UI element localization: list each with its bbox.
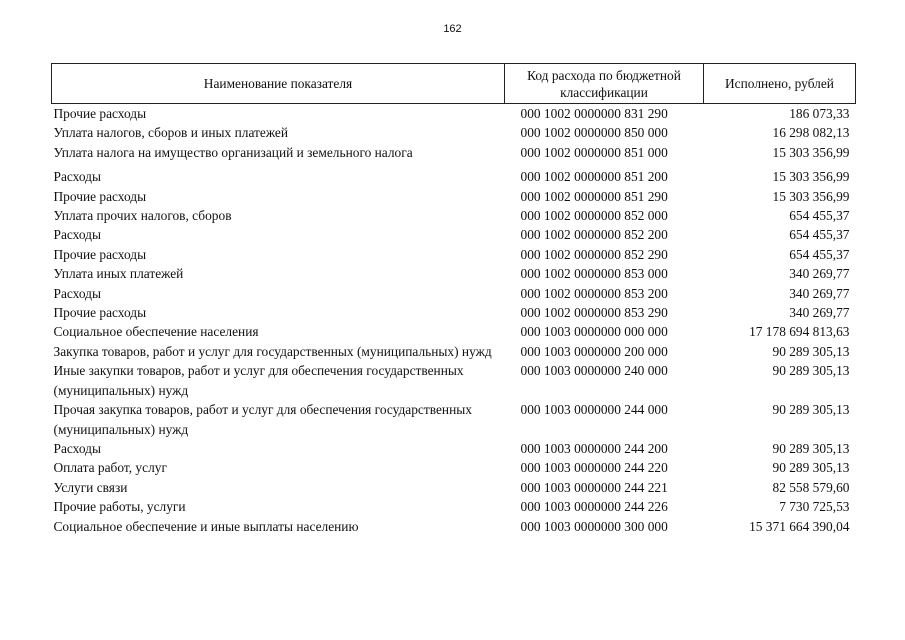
row-name: Иные закупки товаров, работ и услуг для обеспечения государственных (муниципальных) нужд <box>53 363 464 398</box>
row-amount: 654 455,37 <box>789 208 850 224</box>
header-indicator-name: Наименование показателя <box>52 64 505 104</box>
row-code: 000 1002 0000000 850 000 <box>520 125 668 141</box>
row-name: Расходы <box>53 227 101 243</box>
header-budget-code: Код расхода по бюджетной классификации <box>505 64 704 104</box>
row-name: Уплата налога на имущество организаций и земельного налога <box>53 144 413 160</box>
table-row <box>52 206 856 225</box>
row-amount: 90 289 305,13 <box>772 343 850 359</box>
row-amount: 340 269,77 <box>789 285 850 301</box>
table-row <box>52 322 856 341</box>
row-code: 000 1002 0000000 851 000 <box>520 144 668 160</box>
row-code: 000 1003 0000000 244 200 <box>520 440 668 456</box>
row-amount: 90 289 305,13 <box>772 460 850 476</box>
row-code: 000 1003 0000000 000 000 <box>520 324 668 340</box>
table-row <box>52 162 856 186</box>
row-amount: 15 303 356,99 <box>772 169 850 185</box>
row-amount: 90 289 305,13 <box>772 402 850 418</box>
row-code: 000 1003 0000000 244 000 <box>520 402 668 418</box>
row-code: 000 1003 0000000 244 221 <box>520 479 668 495</box>
table-row <box>52 517 856 536</box>
row-code: 000 1002 0000000 851 200 <box>520 169 668 185</box>
table-row <box>52 143 856 162</box>
row-code: 000 1003 0000000 200 000 <box>520 343 668 359</box>
row-name: Услуги связи <box>53 479 128 495</box>
table-header-row <box>52 64 856 104</box>
row-code: 000 1002 0000000 852 000 <box>520 208 668 224</box>
row-name: Прочие расходы <box>53 188 147 204</box>
table-row <box>52 284 856 303</box>
table-row <box>52 497 856 516</box>
table-row <box>52 123 856 142</box>
row-amount: 90 289 305,13 <box>772 440 850 456</box>
row-name: Уплата налогов, сборов и иных платежей <box>53 125 289 141</box>
row-code: 000 1003 0000000 244 226 <box>520 499 668 515</box>
row-amount: 7 730 725,53 <box>779 499 850 515</box>
row-amount: 340 269,77 <box>789 266 850 282</box>
table-row <box>52 458 856 477</box>
row-code: 000 1003 0000000 240 000 <box>520 363 668 379</box>
header-executed-amount: Исполнено, рублей <box>704 64 856 104</box>
table-row <box>52 342 856 361</box>
row-amount: 15 303 356,99 <box>772 188 850 204</box>
page-number: 162 <box>443 23 462 35</box>
table-row <box>52 187 856 206</box>
row-amount: 340 269,77 <box>789 305 850 321</box>
table-row <box>52 400 856 439</box>
row-name: Прочая закупка товаров, работ и услуг для обеспечения государственных (муниципальных) нужд <box>53 402 472 437</box>
table-row <box>52 439 856 458</box>
row-code: 000 1002 0000000 831 290 <box>520 106 668 121</box>
row-amount: 15 371 664 390,04 <box>749 518 850 534</box>
row-code: 000 1003 0000000 300 000 <box>520 518 668 534</box>
row-name: Расходы <box>53 169 101 185</box>
row-amount: 17 178 694 813,63 <box>749 324 850 340</box>
row-name: Уплата прочих налогов, сборов <box>53 208 232 224</box>
row-name: Закупка товаров, работ и услуг для государственных (муниципальных) нужд <box>53 343 492 359</box>
row-amount: 654 455,37 <box>789 246 850 262</box>
row-name: Социальное обеспечение и иные выплаты населению <box>53 518 359 534</box>
expenditure-table <box>51 63 856 536</box>
row-code: 000 1002 0000000 853 290 <box>520 305 668 321</box>
row-code: 000 1002 0000000 851 290 <box>520 188 668 204</box>
table-row <box>52 225 856 244</box>
row-name: Оплата работ, услуг <box>53 460 167 476</box>
row-code: 000 1002 0000000 852 200 <box>520 227 668 243</box>
row-code: 000 1002 0000000 853 000 <box>520 266 668 282</box>
table-row <box>52 264 856 283</box>
table-row <box>52 245 856 264</box>
row-code: 000 1002 0000000 852 290 <box>520 246 668 262</box>
table-row <box>52 361 856 400</box>
row-amount: 186 073,33 <box>789 106 850 121</box>
row-name: Расходы <box>53 440 101 456</box>
row-code: 000 1002 0000000 853 200 <box>520 285 668 301</box>
row-amount: 90 289 305,13 <box>772 363 850 379</box>
row-name: Прочие расходы <box>53 246 147 262</box>
table-row <box>52 303 856 322</box>
row-name: Социальное обеспечение населения <box>53 324 259 340</box>
row-name: Прочие расходы <box>53 305 147 321</box>
row-amount: 15 303 356,99 <box>772 144 850 160</box>
row-name: Прочие работы, услуги <box>53 499 186 515</box>
table-row <box>52 104 856 124</box>
row-amount: 16 298 082,13 <box>772 125 850 141</box>
row-name: Расходы <box>53 285 101 301</box>
table-row <box>52 478 856 497</box>
row-name: Уплата иных платежей <box>53 266 184 282</box>
row-code: 000 1003 0000000 244 220 <box>520 460 668 476</box>
row-name: Прочие расходы <box>53 106 147 121</box>
row-amount: 654 455,37 <box>789 227 850 243</box>
row-amount: 82 558 579,60 <box>772 479 850 495</box>
